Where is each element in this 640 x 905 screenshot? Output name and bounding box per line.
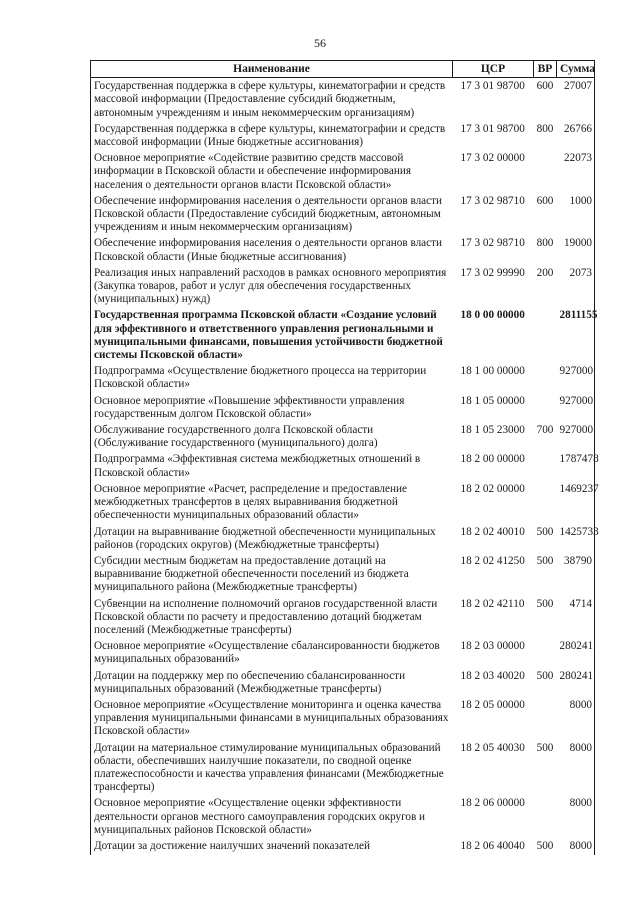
row-sum-cell: 26766 [557,122,595,151]
row-name-cell: Обеспечение информирования населения о деятельности органов власти Псковской области (Иные бюджетные ассигнования) [91,236,453,265]
row-name-cell: Основное мероприятие «Содействие развитию средств массовой информации в Псковской области и обеспечение информирования населения о деятельности органов власти Псковской области» [91,151,453,194]
row-sum-cell: 19000 [557,236,595,265]
row-name-cell: Субсидии местным бюджетам на предоставление дотаций на выравнивание бюджетной обеспеченности поселений из бюджета муниципального района (Межбюджетные трансферты) [91,554,453,597]
table-row [91,597,595,640]
row-sum-cell: 2811155 [557,308,595,364]
row-sum-cell: 927000 [557,423,595,452]
table-row [91,266,595,309]
table-row [91,308,595,364]
row-name-cell: Государственная поддержка в сфере культуры, кинематографии и средств массовой информации (Иные бюджетные ассигнования) [91,122,453,151]
table-row [91,78,595,122]
table-row [91,122,595,151]
row-name-cell: Дотации за достижение наилучших значений показателей [91,839,453,855]
row-name-cell: Основное мероприятие «Осуществление мониторинга и оценка качества управления муниципальными финансами в муниципальных образованиях Псковской области» [91,698,453,741]
row-name-cell: Основное мероприятие «Осуществление сбалансированности бюджетов муниципальных образований» [91,639,453,668]
row-sum-cell: 27007 [557,78,595,122]
row-name-cell: Обслуживание государственного долга Псковской области (Обслуживание государственного (муниципального) долга) [91,423,453,452]
row-csr-cell: 17 3 02 00000 [460,152,525,165]
row-name-cell: Субвенции на исполнение полномочий органов государственной власти Псковской области по расчету и предоставлению дотаций бюджетам поселений (Межбюджетные трансферты) [91,597,453,640]
row-sum-cell: 38790 [557,554,595,597]
row-vr-cell [534,364,557,393]
table-row [91,669,595,698]
row-sum-cell: 280241 [557,669,595,698]
row-sum-cell: 22073 [557,151,595,194]
header-name: Наименование [91,61,453,78]
row-name-cell: Основное мероприятие «Расчет, распределение и предоставление межбюджетных трансфертов в целях выравнивания бюджетной обеспеченности муниципальных образований области» [91,482,453,525]
row-csr-cell: 18 2 02 41250 [460,554,525,567]
row-sum-cell: 280241 [557,639,595,668]
row-sum-cell: 1000 [557,194,595,237]
row-csr-cell: 18 2 02 00000 [460,482,525,495]
row-vr-cell: 500 [536,525,554,538]
table-header [91,61,595,78]
row-csr-cell: 18 2 02 42110 [460,597,525,610]
table-row [91,236,595,265]
header-vr: ВР [534,61,557,78]
table-header-row [91,61,595,78]
row-sum-cell: 8000 [557,741,595,797]
row-vr-cell: 600 [536,80,554,93]
row-csr-cell: 18 1 00 00000 [460,365,525,378]
row-csr-cell: 18 2 03 40020 [460,669,525,682]
row-sum-cell: 8000 [557,698,595,741]
row-vr-cell [534,796,557,839]
row-csr-cell: 18 2 06 00000 [460,797,525,810]
row-vr-cell: 200 [536,266,554,279]
row-csr-cell: 17 3 01 98700 [460,80,525,93]
row-csr-cell: 18 2 05 40030 [460,741,525,754]
row-name-cell: Основное мероприятие «Повышение эффективности управления государственным долгом Псковской области» [91,394,453,423]
table-row [91,741,595,797]
row-name-cell: Основное мероприятие «Осуществление оценки эффективности деятельности органов местного самоуправления городских округов и муниципальных районов Псковской области» [91,796,453,839]
row-sum-cell: 927000 [557,364,595,393]
table-row [91,525,595,554]
row-vr-cell: 600 [536,194,554,207]
row-vr-cell [534,482,557,525]
table-row [91,151,595,194]
row-vr-cell [534,394,557,423]
row-vr-cell: 800 [536,237,554,250]
row-csr-cell: 18 0 00 00000 [460,309,525,322]
row-vr-cell: 500 [536,554,554,567]
table-body [91,78,599,855]
row-csr-cell: 17 3 01 98700 [460,122,525,135]
row-csr-cell: 18 1 05 23000 [460,424,525,437]
header-sum: Сумма [557,61,595,78]
row-csr-cell: 18 2 02 40010 [460,525,525,538]
row-vr-cell: 500 [536,741,554,754]
row-csr-cell: 18 2 06 40040 [460,839,525,852]
row-csr-cell: 18 2 00 00000 [460,453,525,466]
table-row [91,554,595,597]
row-name-cell: Дотации на выравнивание бюджетной обеспеченности муниципальных районов (городских округов) (Межбюджетные трансферты) [91,525,453,554]
row-vr-cell: 800 [536,122,554,135]
table-row [91,698,595,741]
row-sum-cell: 4714 [557,597,595,640]
row-csr-cell: 18 2 03 00000 [460,640,525,653]
row-sum-cell: 8000 [557,796,595,839]
row-vr-cell [534,452,557,481]
table-row [91,364,595,393]
row-vr-cell [534,151,557,194]
table-row [91,839,595,855]
row-sum-cell: 1469237 [557,482,595,525]
table-row [91,452,595,481]
table-row [91,639,595,668]
row-csr-cell: 17 3 02 99990 [460,266,525,279]
row-name-cell: Государственная поддержка в сфере культуры, кинематографии и средств массовой информации (Предоставление субсидий бюджетным, автономным учреждениям и иным некоммерческим организациям) [91,78,453,122]
row-vr-cell [534,698,557,741]
row-vr-cell [534,639,557,668]
row-vr-cell: 700 [536,424,554,437]
budget-table [90,60,599,855]
row-name-cell: Государственная программа Псковской области «Создание условий для эффективного и ответственного управления региональными и муниципальными финансами, повышения устойчивости бюджетной системы Псковской области» [91,308,453,364]
row-name-cell: Дотации на материальное стимулирование муниципальных образований области, обеспечивших наилучшие показатели, по сводной оценке платежеспособности и качества управления финансами (Межбюджетные трансферты) [91,741,453,797]
row-csr-cell: 18 2 05 00000 [460,698,525,711]
row-vr-cell: 500 [536,839,554,852]
table-row [91,796,595,839]
row-csr-cell: 17 3 02 98710 [460,237,525,250]
row-csr-cell: 18 1 05 00000 [460,394,525,407]
header-csr: ЦСР [453,61,534,78]
table-row [91,194,595,237]
row-name-cell: Подпрограмма «Осуществление бюджетного процесса на территории Псковской области» [91,364,453,393]
row-vr-cell: 500 [536,597,554,610]
table-row [91,394,595,423]
row-name-cell: Реализация иных направлений расходов в рамках основного мероприятия (Закупка товаров, работ и услуг для обеспечения государственных (муниципальных) нужд) [91,266,453,309]
row-name-cell: Обеспечение информирования населения о деятельности органов власти Псковской области (Предоставление субсидий бюджетным, автономным учреждениям и иным некоммерческим организациям) [91,194,453,237]
page-number: 56 [314,36,326,50]
row-sum-cell: 927000 [557,394,595,423]
row-sum-cell: 1425733 [557,525,595,554]
row-vr-cell [534,308,557,364]
table-row [91,423,595,452]
row-csr-cell: 17 3 02 98710 [460,194,525,207]
row-name-cell: Дотации на поддержку мер по обеспечению сбалансированности муниципальных образований (Межбюджетные трансферты) [91,669,453,698]
row-sum-cell: 1787478 [557,452,595,481]
row-sum-cell: 8000 [557,839,595,855]
row-vr-cell: 500 [536,669,554,682]
row-sum-cell: 2073 [557,266,595,309]
table-row [91,482,595,525]
row-name-cell: Подпрограмма «Эффективная система межбюджетных отношений в Псковской области» [91,452,453,481]
